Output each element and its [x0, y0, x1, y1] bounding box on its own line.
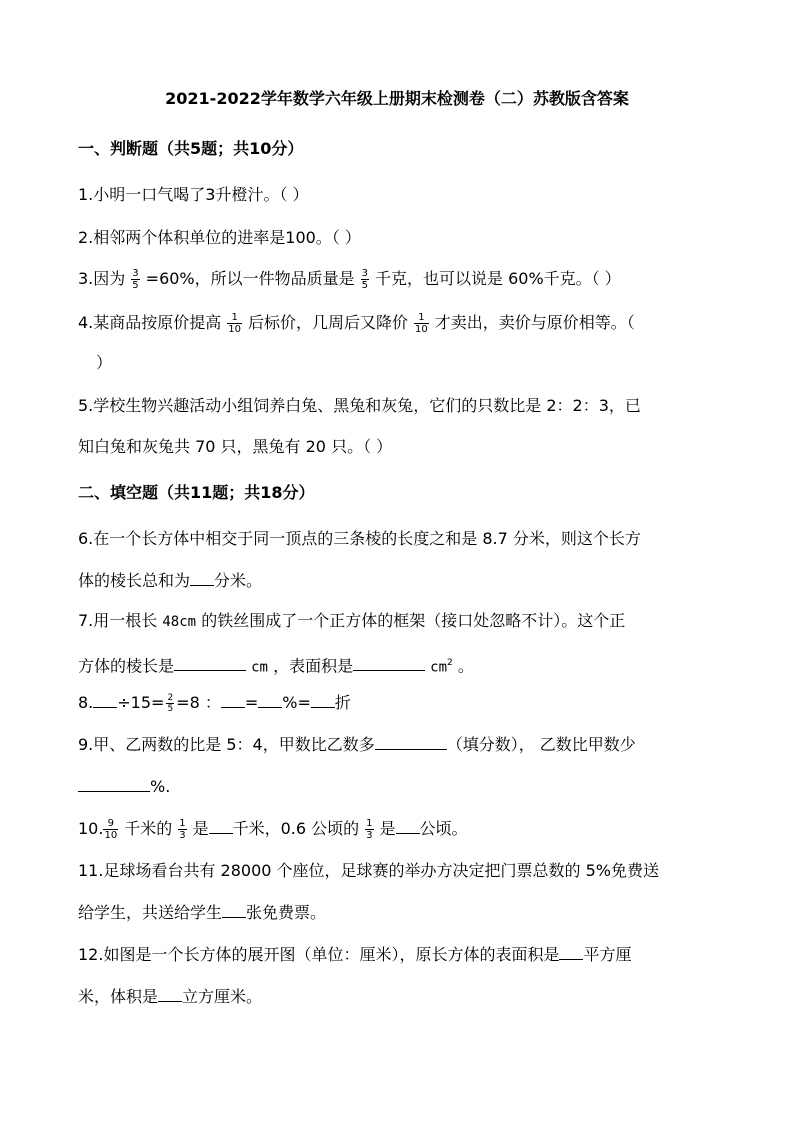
q8-text: ÷15= — [117, 693, 165, 712]
q12-text: 米，体积是 — [78, 987, 159, 1006]
fraction-numerator: 1 — [179, 818, 186, 829]
question-5-line-1: 5.学校生物兴趣活动小组饲养白兔、黑兔和灰兔，它们的只数比是 2：2：3，已 — [78, 396, 641, 415]
q12-text: 12.如图是一个长方体的展开图（单位：厘米），原长方体的表面积是 — [78, 945, 560, 964]
fraction — [227, 312, 242, 335]
q7-unit-exponent: 2 — [447, 658, 453, 668]
answer-blank[interactable] — [559, 945, 583, 960]
q11-text: 给学生，共送给学生 — [78, 903, 223, 922]
q10-text: 10. — [78, 819, 104, 838]
q9-text: %. — [150, 777, 171, 796]
question-5-line-2: 知白兔和灰兔共 70 只，黑兔有 20 只。（ ） — [78, 437, 393, 456]
page-title: 2021-2022学年数学六年级上册期末检测卷（二）苏教版含答案 — [165, 89, 629, 108]
fraction — [414, 312, 429, 335]
fraction — [103, 818, 118, 841]
question-4 — [78, 312, 635, 335]
q7-length: 48cm — [162, 614, 197, 630]
answer-blank[interactable] — [78, 777, 150, 792]
q10-text: 是 — [379, 819, 396, 838]
question-6-line-2 — [78, 570, 262, 592]
q6-text: 分米。 — [214, 571, 263, 590]
question-2: 2.相邻两个体积单位的进率是100。（ ） — [78, 228, 361, 247]
question-12-line-2 — [78, 986, 262, 1008]
question-7-line-2 — [78, 652, 474, 678]
answer-blank[interactable] — [190, 571, 214, 586]
q9-text: （填分数）， 乙数比甲数少 — [446, 735, 636, 754]
question-9-line-2 — [78, 776, 170, 798]
fraction — [178, 818, 186, 841]
q7-unit: cm — [430, 659, 448, 676]
q3-text-c: 千克，也可以说是 60%千克。（ ） — [375, 269, 621, 288]
q7-text: ，表面积是 — [273, 656, 354, 676]
answer-blank[interactable] — [174, 656, 246, 671]
fraction — [365, 818, 373, 841]
fraction-denominator: 10 — [228, 324, 242, 335]
answer-blank[interactable] — [209, 819, 233, 834]
q10-text: 公顷。 — [419, 819, 468, 838]
q7-text: 方体的棱长是 — [78, 656, 175, 676]
fraction-denominator: 3 — [179, 830, 186, 841]
q7-unit: cm — [251, 659, 268, 676]
fraction-denominator: 5 — [132, 280, 139, 291]
answer-blank[interactable] — [93, 693, 117, 708]
q10-text: 千米的 — [124, 819, 173, 838]
question-9-line-1 — [78, 734, 636, 756]
fraction — [361, 268, 369, 291]
question-3 — [78, 268, 621, 291]
question-11-line-2 — [78, 902, 326, 924]
fraction-numerator: 2 — [167, 693, 174, 703]
q8-text: %= — [282, 693, 311, 712]
question-11-line-1: 11.足球场看台共有 28000 个座位，足球赛的举办方决定把门票总数的 5%免费送 — [78, 861, 659, 880]
fraction-numerator: 1 — [227, 312, 242, 324]
fraction-numerator: 3 — [361, 268, 369, 279]
q12-text: 平方厘 — [583, 945, 632, 964]
q4-text-b: 后标价，几周后又降价 — [248, 313, 409, 332]
question-7-line-1 — [78, 610, 625, 633]
question-4-paren: ） — [96, 353, 113, 372]
q3-text-b: =60%，所以一件物品质量是 — [145, 269, 355, 288]
q7-text: 。 — [457, 656, 474, 676]
fraction — [131, 268, 139, 291]
question-8 — [78, 692, 351, 714]
question-10 — [78, 818, 468, 841]
fraction-numerator: 3 — [132, 268, 139, 279]
q10-text: 是 — [192, 819, 209, 838]
section-heading-judgement: 一、判断题（共5题；共10分） — [78, 139, 304, 158]
fraction-denominator: 3 — [366, 830, 373, 841]
fraction-numerator: 1 — [414, 312, 429, 324]
answer-blank[interactable] — [353, 656, 425, 671]
answer-blank[interactable] — [396, 819, 420, 834]
fraction-denominator: 5 — [167, 704, 174, 714]
q4-text-c: 才卖出，卖价与原价相等。（ — [434, 313, 635, 332]
q10-text: 千米，0.6 公顷的 — [232, 819, 360, 838]
answer-blank[interactable] — [158, 987, 182, 1002]
q7-text: 7.用一根长 — [78, 611, 158, 630]
answer-blank[interactable] — [221, 693, 245, 708]
q8-text: 折 — [334, 693, 351, 712]
fraction-denominator: 10 — [415, 324, 428, 335]
question-1: 1.小明一口气喝了3升橙汁。（ ） — [78, 185, 309, 204]
q9-text: 9.甲、乙两数的比是 5：4，甲数比乙数多 — [78, 735, 375, 754]
q8-text: 8. — [78, 693, 94, 712]
q8-text: =8 ： — [176, 693, 221, 712]
q7-text: 的铁丝围成了一个正方体的框架（接口处忽略不计）。这个正 — [201, 611, 626, 630]
fraction-numerator: 1 — [366, 818, 373, 829]
answer-blank[interactable] — [258, 693, 282, 708]
answer-blank[interactable] — [222, 903, 246, 918]
section-heading-fill-blank: 二、填空题（共11题；共18分） — [78, 483, 315, 502]
answer-blank[interactable] — [375, 735, 447, 750]
q11-text: 张免费票。 — [246, 903, 327, 922]
fraction-numerator: 9 — [103, 818, 118, 830]
fraction — [166, 693, 174, 714]
question-12-line-1 — [78, 944, 631, 966]
q12-text: 立方厘米。 — [182, 987, 263, 1006]
answer-blank[interactable] — [311, 693, 335, 708]
q8-text: = — [244, 693, 259, 712]
q6-text: 体的棱长总和为 — [78, 571, 191, 590]
fraction-denominator: 10 — [104, 830, 118, 841]
fraction-denominator: 5 — [361, 280, 369, 291]
q4-text-a: 4.某商品按原价提高 — [78, 313, 222, 332]
question-6-line-1: 6.在一个长方体中相交于同一顶点的三条棱的长度之和是 8.7 分米，则这个长方 — [78, 529, 641, 548]
q3-text-a: 3.因为 — [78, 269, 126, 288]
